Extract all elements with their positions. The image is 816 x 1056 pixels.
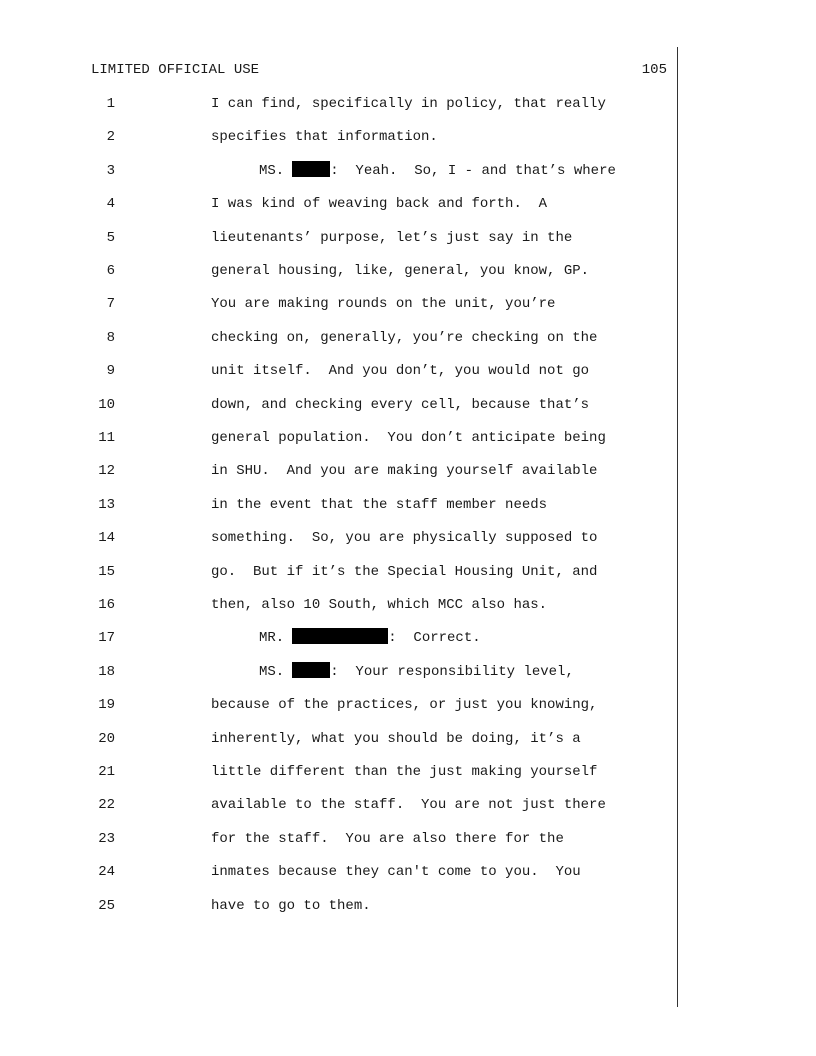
line-number: 23 (98, 830, 115, 847)
speaker-label: MR. (259, 630, 285, 647)
speech-text: : Correct. (388, 630, 481, 647)
line-number: 5 (106, 229, 115, 246)
line-text: down, and checking every cell, because that’s (211, 396, 590, 413)
redaction-box (292, 662, 330, 678)
line-text: inherently, what you should be doing, it’s a (211, 730, 581, 747)
line-text (259, 662, 574, 682)
line-number: 16 (98, 597, 115, 613)
line-text: little different than the just making yourself (211, 764, 598, 780)
line-number: 19 (98, 697, 115, 714)
transcript-line (0, 127, 680, 147)
transcript-line (0, 528, 680, 548)
speech-text: : Yeah. So, I - and that’s where (330, 162, 616, 179)
line-number: 21 (98, 764, 115, 780)
line-number: 25 (98, 897, 115, 914)
transcript-line (0, 695, 680, 715)
transcript-line (0, 495, 680, 515)
line-text: I was kind of weaving back and forth. A (211, 196, 548, 213)
transcript-line (0, 896, 680, 916)
transcript-line (0, 328, 680, 348)
line-text: You are making rounds on the unit, you’re (211, 296, 556, 313)
speaker-label: MS. (259, 162, 285, 179)
transcript-line (0, 461, 680, 481)
transcript-line (0, 261, 680, 281)
line-text: general population. You don’t anticipate being (211, 430, 606, 446)
line-text (259, 628, 481, 648)
transcript-line (0, 228, 680, 248)
line-text: something. So, you are physically supposed to (211, 530, 598, 547)
classification-header: LIMITED OFFICIAL USE (91, 62, 260, 78)
line-number: 3 (106, 162, 115, 179)
line-number: 17 (98, 630, 115, 647)
line-number: 14 (98, 530, 115, 547)
line-number: 6 (106, 263, 115, 279)
line-text (259, 161, 616, 181)
line-text: unit itself. And you don’t, you would not go (211, 363, 590, 380)
line-number: 1 (106, 96, 115, 112)
line-text: specifies that information. (211, 129, 438, 146)
line-number: 15 (98, 563, 115, 580)
line-number: 7 (106, 296, 115, 313)
line-text: have to go to them. (211, 897, 371, 914)
line-text: I can find, specifically in policy, that really (211, 96, 606, 112)
line-number: 10 (98, 396, 115, 413)
line-number: 22 (98, 797, 115, 814)
line-text: available to the staff. You are not just there (211, 797, 606, 814)
redaction-box (292, 161, 330, 177)
line-number: 8 (106, 329, 115, 346)
transcript-line (0, 395, 680, 415)
transcript-line (0, 628, 680, 648)
transcript-line (0, 294, 680, 314)
transcript-line (0, 562, 680, 582)
speech-text: : Your responsibility level, (330, 663, 574, 680)
line-text: in the event that the staff member needs (211, 496, 548, 513)
line-number: 20 (98, 730, 115, 747)
line-text: for the staff. You are also there for the (211, 830, 564, 847)
transcript-line (0, 194, 680, 214)
transcript-line (0, 595, 680, 615)
speaker-label: MS. (259, 663, 285, 680)
transcript-line (0, 161, 680, 181)
transcript-line (0, 729, 680, 749)
line-text: general housing, like, general, you know, GP. (211, 263, 590, 279)
transcript-line (0, 361, 680, 381)
transcript-line (0, 862, 680, 882)
line-text: checking on, generally, you’re checking on the (211, 329, 598, 346)
transcript-line (0, 428, 680, 448)
line-number: 9 (106, 363, 115, 380)
line-number: 13 (98, 496, 115, 513)
line-text: then, also 10 South, which MCC also has. (211, 597, 548, 613)
line-number: 12 (98, 463, 115, 480)
transcript-line (0, 795, 680, 815)
line-number: 4 (106, 196, 115, 213)
line-number: 2 (106, 129, 115, 146)
redaction-box (292, 628, 388, 644)
line-number: 18 (98, 663, 115, 680)
line-number: 11 (98, 430, 115, 446)
transcript-line (0, 762, 680, 782)
line-text: in SHU. And you are making yourself available (211, 463, 598, 480)
line-text: go. But if it’s the Special Housing Unit, and (211, 563, 598, 580)
line-text: lieutenants’ purpose, let’s just say in the (211, 229, 573, 246)
transcript-line (0, 662, 680, 682)
transcript-line (0, 829, 680, 849)
line-number: 24 (98, 864, 115, 881)
line-text: because of the practices, or just you knowing, (211, 697, 598, 714)
transcript-line (0, 94, 680, 114)
page-number: 105 (641, 62, 667, 78)
line-text: inmates because they can't come to you. You (211, 864, 581, 881)
